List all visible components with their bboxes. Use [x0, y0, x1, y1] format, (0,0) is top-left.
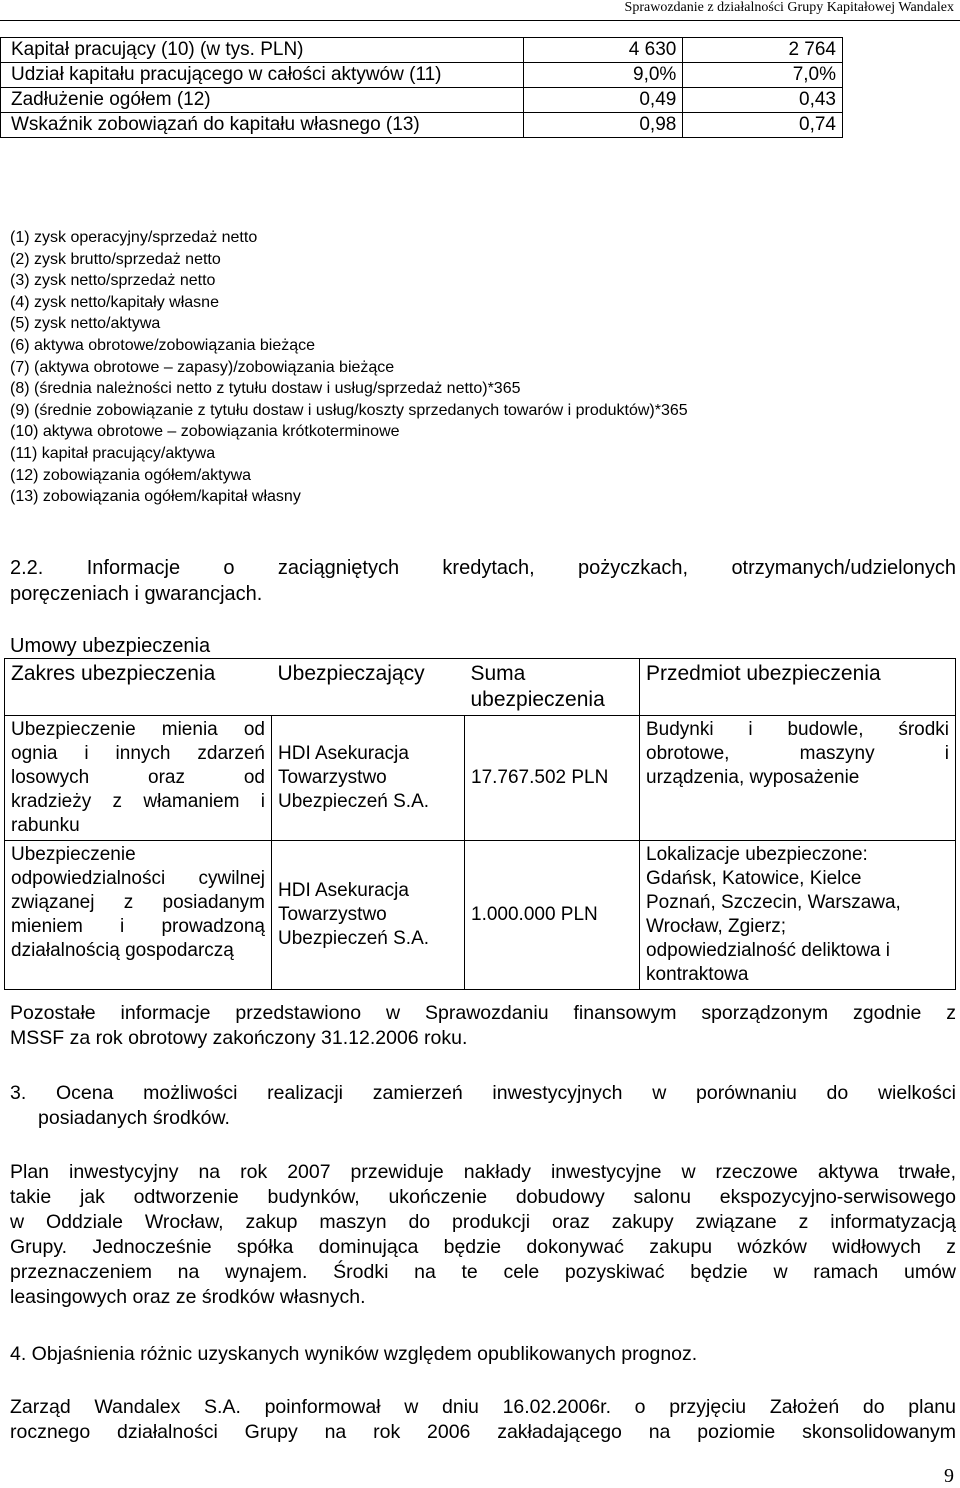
cell-line: odpowiedzialności cywilnej: [11, 868, 265, 889]
paragraph-line: rocznego działalności Grupy na rok 2006 zakładającego na poziomie skonsolidowanym: [10, 1421, 956, 1443]
legend-item: (8) (średnia należności netto z tytułu dostaw i usług/sprzedaż netto)*365: [10, 380, 521, 398]
table-header-row: [5, 659, 956, 716]
cell-line: ognia i innych zdarzeń: [11, 743, 265, 764]
paragraph-line: leasingowych oraz ze środków własnych.: [10, 1286, 366, 1308]
section-heading-2-2: [10, 555, 956, 607]
ratio-label: Wskaźnik zobowiązań do kapitału własnego (13): [1, 113, 524, 138]
ratio-legend: [10, 227, 688, 508]
cell-line: odpowiedzialność deliktowa i: [646, 940, 890, 961]
ratios-table: [0, 37, 843, 138]
insured-sum-cell: 1.000.000 PLN: [465, 841, 640, 990]
legend-item: (5) zysk netto/aktywa: [10, 315, 161, 333]
cell-line: urządzenia, wyposażenie: [646, 767, 860, 788]
insurer-cell: [272, 716, 465, 841]
insured-sum-cell: 17.767.502 PLN: [465, 716, 640, 841]
cell-line: Ubezpieczenie mienia od: [11, 719, 265, 740]
ratio-value-previous: 0,43: [683, 88, 843, 113]
insurance-table: [4, 658, 956, 990]
legend-item: (4) zysk netto/kapitały własne: [10, 293, 219, 311]
ratio-value-previous: 2 764: [683, 38, 843, 63]
paragraph-line: Pozostałe informacje przedstawiono w Sprawozdaniu finansowym sporządzonym zgodnie z: [10, 1002, 956, 1024]
header-rule: [0, 20, 960, 21]
cell-line: kontraktowa: [646, 964, 749, 985]
table-row: [1, 113, 843, 138]
legend-item: (1) zysk operacyjny/sprzedaż netto: [10, 229, 258, 246]
legend-item: (10) aktywa obrotowe – zobowiązania krótkoterminowe: [10, 423, 400, 441]
legend-item: (3) zysk netto/sprzedaż netto: [10, 272, 216, 290]
legend-item: (11) kapitał pracujący/aktywa: [10, 444, 216, 462]
ratio-value-current: 0,98: [523, 113, 683, 138]
insurance-subject-cell: [640, 716, 956, 841]
table-row: [1, 63, 843, 88]
paragraph-line: 3. Ocena możliwości realizacji zamierzeń inwestycyjnych w porównaniu do wielkości: [10, 1082, 956, 1104]
cell-line: Towarzystwo: [278, 767, 387, 788]
paragraph-line: Plan inwestycyjny na rok 2007 przewiduje nakłady inwestycyjne w rzeczowe aktywa trwałe,: [10, 1161, 956, 1183]
insurance-title: Umowy ubezpieczenia: [10, 635, 211, 657]
cell-line: związanej z posiadanym: [11, 892, 265, 913]
legend-item: (2) zysk brutto/sprzedaż netto: [10, 250, 221, 268]
cell-line: Wrocław, Zgierz;: [646, 916, 787, 937]
paragraph-line: posiadanych środków.: [38, 1107, 230, 1129]
table-row: [5, 716, 956, 841]
ratio-value-previous: 7,0%: [683, 63, 843, 88]
paragraph-line: takie jak odtworzenie budynków, ukończenie dobudowy salonu ekspozycyjno-serwisowego: [10, 1186, 956, 1208]
cell-line: Ubezpieczenie: [11, 844, 136, 865]
ratio-value-current: 4 630: [523, 38, 683, 63]
ratio-label: Zadłużenie ogółem (12): [1, 88, 524, 113]
ratio-label: Kapitał pracujący (10) (w tys. PLN): [1, 38, 524, 63]
cell-line: losowych oraz od: [11, 767, 265, 788]
paragraph-line: 4. Objaśnienia różnic uzyskanych wyników względem opublikowanych prognoz.: [10, 1343, 698, 1365]
ratio-value-current: 9,0%: [523, 63, 683, 88]
paragraph-line: MSSF za rok obrotowy zakończony 31.12.2006 roku.: [10, 1027, 468, 1049]
cell-line: mieniem i prowadzoną: [11, 916, 265, 937]
cell-line: HDI Asekuracja: [278, 743, 409, 764]
cell-line: Ubezpieczeń S.A.: [278, 791, 430, 812]
cell-line: obrotowe, maszyny i: [646, 743, 949, 764]
investment-plan-paragraph: [10, 1160, 956, 1310]
legend-item: (7) (aktywa obrotowe – zapasy)/zobowiązania bieżące: [10, 358, 395, 376]
cell-line: Towarzystwo: [278, 904, 387, 925]
insurance-scope-cell: [5, 841, 272, 990]
legend-item: (9) (średnie zobowiązanie z tytułu dostaw i usług/koszty sprzedanych towarów i produktów)*365: [10, 401, 688, 419]
legend-item: (12) zobowiązania ogółem/aktywa: [10, 466, 252, 484]
ratio-value-current: 0,49: [523, 88, 683, 113]
section-heading-3: [10, 1081, 956, 1131]
section-heading-line: 2.2. Informacje o zaciągniętych kredytach, pożyczkach, otrzymanych/udzielonych: [10, 557, 956, 579]
column-header: Przedmiot ubezpieczenia: [640, 659, 956, 716]
cell-line: rabunku: [11, 815, 80, 836]
cell-line: Poznań, Szczecin, Warszawa,: [646, 892, 901, 913]
legend-item: (13) zobowiązania ogółem/kapitał własny: [10, 488, 301, 506]
cell-line: HDI Asekuracja: [278, 880, 409, 901]
paragraph-line: Zarząd Wandalex S.A. poinformował w dniu 16.02.2006r. o przyjęciu Założeń do planu: [10, 1396, 956, 1418]
section-heading-line: poręczeniach i gwarancjach.: [10, 583, 263, 605]
ratio-value-previous: 0,74: [683, 113, 843, 138]
other-info-paragraph: [10, 1001, 956, 1051]
table-row: [5, 841, 956, 990]
header-title: Sprawozdanie z działalności Grupy Kapitałowej Wandalex: [624, 0, 954, 15]
cell-line: Gdańsk, Katowice, Kielce: [646, 868, 862, 889]
insurer-cell: [272, 841, 465, 990]
paragraph-line: Grupy. Jednocześnie spółka dominująca będzie dokonywać zakupu wózków widłowych z: [10, 1236, 956, 1258]
board-paragraph: [10, 1395, 956, 1445]
cell-line: Lokalizacje ubezpieczone:: [646, 844, 868, 865]
insurance-scope-cell: [5, 716, 272, 841]
insurance-subject-cell: [640, 841, 956, 990]
paragraph-line: w Oddziale Wrocław, zakup maszyn do produkcji oraz zakupy związane z informatyzacją: [10, 1211, 956, 1233]
column-header: Zakres ubezpieczenia: [5, 659, 272, 716]
cell-line: kradzieży z włamaniem i: [11, 791, 265, 812]
table-row: [1, 88, 843, 113]
cell-line: Budynki i budowle, środki: [646, 719, 949, 740]
section-heading-4: [10, 1342, 956, 1367]
page-number: 9: [944, 1465, 954, 1487]
table-row: [1, 38, 843, 63]
cell-line: działalnością gospodarczą: [11, 940, 234, 961]
paragraph-line: przeznaczeniem na wynajem. Środki na te cele pozyskiwać będzie w ramach umów: [10, 1261, 956, 1283]
column-header: Ubezpieczający: [272, 659, 465, 716]
ratio-label: Udział kapitału pracującego w całości aktywów (11): [1, 63, 524, 88]
column-header: Suma ubezpieczenia: [465, 659, 640, 716]
cell-line: Ubezpieczeń S.A.: [278, 928, 430, 949]
legend-item: (6) aktywa obrotowe/zobowiązania bieżące: [10, 336, 316, 354]
